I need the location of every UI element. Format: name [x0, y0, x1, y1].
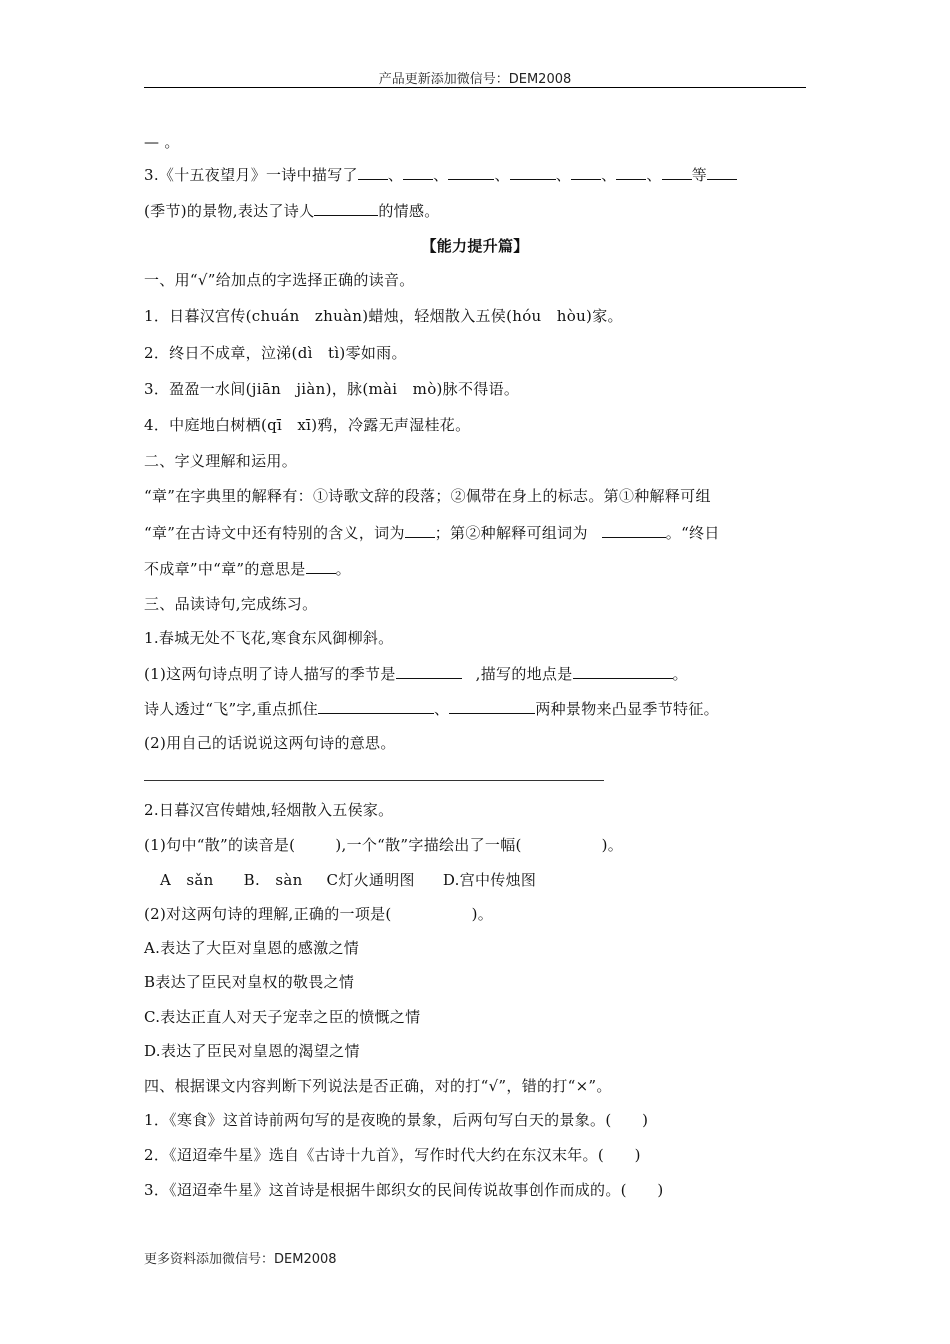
s4-title: 四、根据课文内容判断下列说法是否正确，对的打“√”，错的打“×”。 [144, 1077, 612, 1095]
blank[interactable] [602, 522, 666, 538]
page-footer: 更多资料添加微信号：DEM2008 [144, 1252, 337, 1267]
s2-line2 [144, 522, 814, 543]
sep: 、 [433, 166, 449, 184]
blank[interactable] [396, 663, 462, 679]
s3-text: (1)这两句诗点明了诗人描写的季节是 [144, 665, 396, 683]
sep: 、 [494, 166, 510, 184]
blank[interactable] [358, 164, 388, 180]
sep: 、 [601, 166, 617, 184]
continuation-dash: — 。 [144, 133, 180, 151]
blank[interactable] [616, 164, 646, 180]
page-header: 产品更新添加微信号：DEM2008 [378, 72, 572, 87]
blank[interactable] [510, 164, 556, 180]
s2-text: 不成章”中“章”的意思是 [144, 560, 306, 578]
s3-title: 三、品读诗句,完成练习。 [144, 595, 318, 613]
sep: 、 [646, 166, 662, 184]
s3-text: (1)句中“散”的读音是( [144, 836, 296, 854]
s3-p2q2 [144, 904, 814, 924]
wait-char: 等 [691, 166, 708, 184]
blank[interactable] [318, 698, 434, 714]
s1-title: 一、用“√”给加点的字选择正确的读音。 [144, 271, 415, 289]
blank[interactable] [662, 164, 692, 180]
s3-p1q2: (2)用自己的话说说这两句诗的意思。 [144, 734, 396, 752]
q3-text: 的情感。 [378, 202, 440, 220]
q3-text: (季节)的景物,表达了诗人 [144, 202, 315, 220]
q3-line2 [144, 200, 814, 221]
blank[interactable] [573, 663, 673, 679]
s3-text: ,描写的地点是 [475, 665, 573, 683]
blank[interactable] [306, 558, 336, 574]
s1-item: 3．盈盈一水间(jiān jiàn)，脉(mài mò)脉不得语。 [144, 380, 520, 398]
s2-line3 [144, 558, 814, 579]
s2-title: 二、字义理解和运用。 [144, 452, 298, 470]
s2-text: 。 [335, 560, 351, 578]
s3-text: 。 [672, 665, 688, 683]
s1-item: 1．日暮汉宫传(chuán zhuàn)蜡烛，轻烟散入五侯(hóu hòu)家。 [144, 307, 623, 325]
s2-text: ；第②种解释可组词为 [434, 524, 588, 542]
s3-p1q1-cont [144, 698, 814, 719]
s2-line1: “章”在字典里的解释有：①诗歌文辞的段落；②佩带在身上的标志。第①种解释可组 [144, 487, 711, 505]
s3-text: )。 [601, 836, 624, 854]
blank[interactable] [405, 522, 435, 538]
s3-text: 诗人透过“飞”字,重点抓住 [144, 700, 319, 718]
s2-text: “章”在古诗文中还有特别的含义，词为 [144, 524, 405, 542]
s2-text: 。“终日 [665, 524, 720, 542]
s3-text: ),一个“散”字描绘出了一幅( [335, 836, 522, 854]
section-title: 【能力提升篇】 [421, 237, 529, 255]
s3-text: )。 [471, 905, 494, 923]
option-b[interactable]: B. sàn [243, 871, 303, 889]
choice-a[interactable]: A.表达了大臣对皇恩的感激之情 [144, 939, 360, 957]
blank[interactable] [571, 164, 601, 180]
option-d[interactable]: D.宫中传烛图 [442, 871, 537, 889]
answer-line[interactable] [144, 780, 604, 781]
s3-text: (2)对这两句诗的理解,正确的一项是( [144, 905, 392, 923]
s4-item: 3．《迢迢牵牛星》这首诗是根据牛郎织女的民间传说故事创作而成的。( ) [144, 1181, 664, 1199]
blank[interactable] [403, 164, 433, 180]
choice-d[interactable]: D.表达了臣民对皇恩的渴望之情 [144, 1042, 360, 1060]
blank[interactable] [448, 164, 494, 180]
choice-b[interactable]: B表达了臣民对皇权的敬畏之情 [144, 973, 355, 991]
s1-item: 4．中庭地白树栖(qī xī)鸦，冷露无声湿桂花。 [144, 416, 471, 434]
option-c[interactable]: C灯火通明图 [326, 871, 415, 889]
q3-line1 [144, 164, 814, 185]
s4-item: 2．《迢迢牵牛星》选自《古诗十九首》，写作时代大约在东汉末年。( ) [144, 1146, 641, 1164]
sep: 、 [555, 166, 572, 184]
s3-p2q1 [144, 835, 814, 855]
s3-poem1: 1.春城无处不飞花,寒食东风御柳斜。 [144, 629, 394, 647]
header-rule [144, 87, 806, 88]
option-a[interactable]: A sǎn [160, 871, 214, 889]
s3-text: 、 [434, 700, 450, 718]
s3-poem2: 2.日暮汉宫传蜡烛,轻烟散入五侯家。 [144, 801, 394, 819]
q3-prefix: 3.《十五夜望月》一诗中描写了 [144, 166, 358, 184]
s4-item: 1．《寒食》这首诗前两句写的是夜晚的景象，后两句写白天的景象。( ) [144, 1111, 649, 1129]
choice-c[interactable]: C.表达正直人对天子宠幸之臣的愤慨之情 [144, 1008, 421, 1026]
sep: 、 [387, 166, 404, 184]
blank[interactable] [707, 164, 737, 180]
s3-text: 两种景物来凸显季节特征。 [535, 700, 719, 718]
s3-p1q1 [144, 663, 814, 684]
blank[interactable] [449, 698, 535, 714]
s1-item: 2．终日不成章，泣涕(dì tì)零如雨。 [144, 344, 407, 362]
s3-p2-options [160, 870, 830, 890]
blank[interactable] [314, 200, 378, 216]
